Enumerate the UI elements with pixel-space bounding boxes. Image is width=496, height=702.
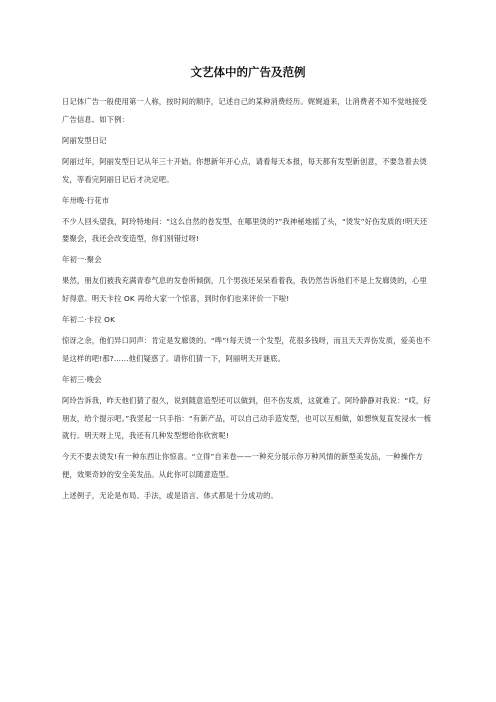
intro-paragraph: 日记体广告一般使用第一人称，按时间的顺序，记述自己的某种消费经历。娓娓道来，让消费者不知不觉地接受广告信息。如下例：	[62, 97, 427, 124]
entry-heading-day-two: 年初二·卡拉 OK	[62, 315, 116, 325]
entry-paragraph-day-one: 果然，朋友们被我充满青春气息的发卷所倾倒，几个男孩还呆呆看着我，我仍然告诉他们不是上发廊烫的，心里好得意。明天卡拉 OK 再给大家一个惊喜，到时你们也来评价一下啦!	[62, 276, 427, 304]
entry-heading-day-one: 年初一·聚会	[62, 255, 102, 265]
entry-paragraph-new-years-eve: 不少人回头望我，阿玲特地问：“这么自然的卷发型，在哪里烫的?”我神秘地摇了头，“烫发”好伤发质的!明天还要聚会，我还会改变造型，你们别错过呀!	[62, 216, 428, 244]
product-reveal-paragraph: 今天不要去烫发!有一种东西让你惊喜。“立得”自来卷——一种充分展示你万种风情的新型美发品，一种操作方便，效果奇妙的安全美发品。从此你可以随意造型。	[62, 452, 423, 480]
diary-intro-paragraph: 阿丽过年，阿丽发型日记从年三十开始。你想新年开心点，请看每天本报，每天都有发型新创意，不要急着去烫发，等看完阿丽日记后才决定吧。	[62, 156, 427, 184]
entry-paragraph-day-three: 阿玲告诉我，昨天他们猜了很久，说到随意造型还可以做到，但不伤发质，这就难了。阿玲静静对我说：“哎，好朋友，给个提示吧。”我竖起一只手指：“有新产品，可以自己动手造发型，也可以互相做，如想恢复直发浸水一梳就行。明天呀上见，我还有几种发型想给你欣赏呢!	[62, 395, 432, 441]
document-body	[62, 93, 434, 508]
entry-heading-new-years-eve: 年卅晚·行花市	[62, 195, 110, 205]
conclusion-paragraph: 上述例子，无论是布局、手法，或是语言、体式都是十分成功的。	[62, 491, 278, 501]
entry-heading-day-three: 年初三·晚会	[62, 374, 102, 384]
diary-title: 阿丽发型日记	[62, 135, 107, 145]
entry-paragraph-day-two: 惊讶之余，他们异口同声：肯定是发廊烫的。“哗”!每天烫一个发型，花很多钱呀，而且天天弄伤发质，爱美也不是这样的吧!那?……他们疑惑了。请你们猜一下，阿丽明天开谜底。	[62, 336, 431, 363]
document-title: 文艺体中的广告及范例	[190, 65, 306, 79]
